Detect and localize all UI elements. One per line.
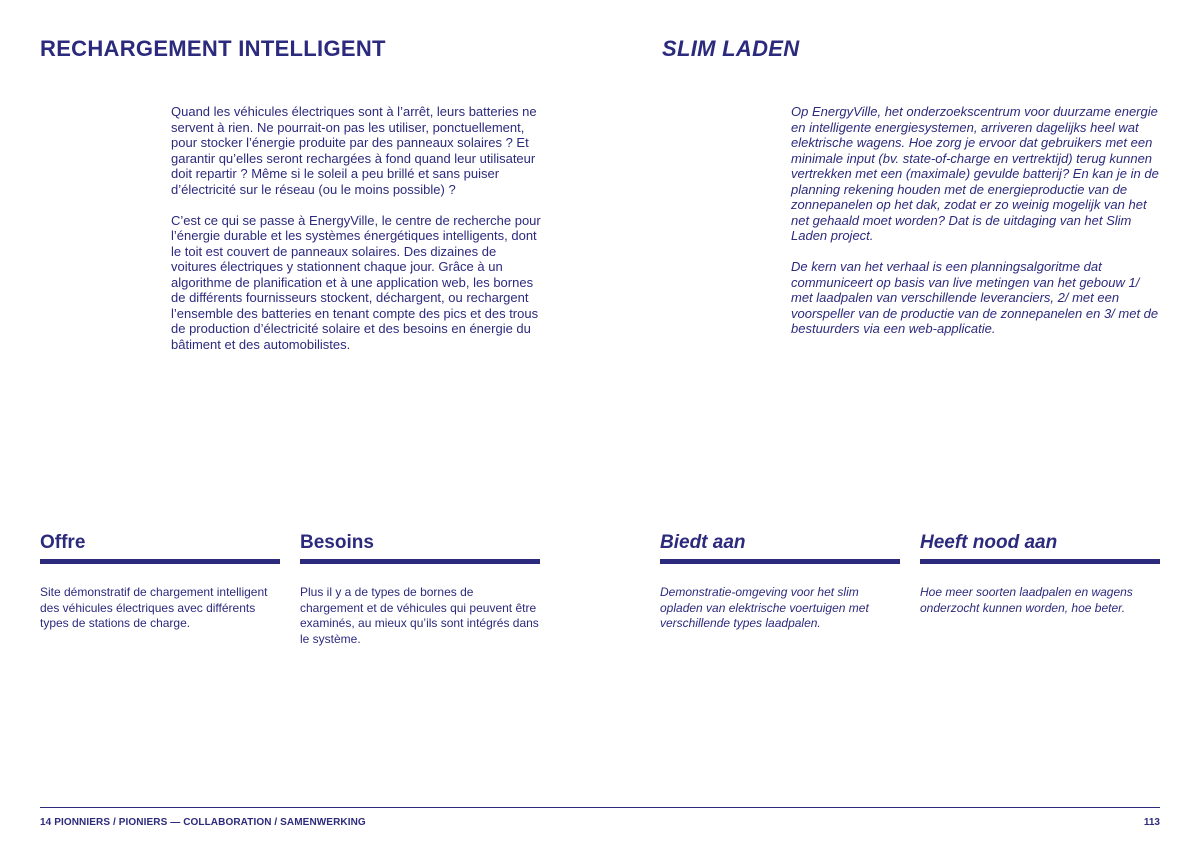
offer-section-nl	[660, 532, 900, 632]
needs-text: Hoe meer soorten laadpalen en wagens onderzocht kunnen worden, hoe beter.	[920, 585, 1133, 615]
footer-running-title: 14 PIONNIERS / PIONIERS — COLLABORATION / SAMENWERKING	[40, 817, 366, 828]
footer-divider	[40, 807, 1160, 808]
needs-heading: Heeft nood aan	[920, 532, 1160, 564]
needs-section-fr	[300, 532, 540, 647]
offer-text: Site démonstratif de chargement intelligent des véhicules électriques avec différents types de stations de charge.	[40, 585, 268, 630]
needs-section-nl	[920, 532, 1160, 616]
page-number: 113	[1143, 817, 1160, 828]
offer-heading: Offre	[40, 532, 280, 564]
intro-paragraph: C’est ce qui se passe à EnergyVille, le centre de recherche pour l’énergie durable et les systèmes énergétiques intelligents, dont le toit est couvert de panneaux solaires. Des dizaines de voitures électriques y stationnent chaque jour. Grâce à un algorithme de planification et à une application web, les bornes de différents fournisseurs stockent, déchargent, ou rechargent l’ensemble des batteries en tenant compte des pics et des trous de production d’électricité solaire et des besoins en énergie du bâtiment et des automobilistes.	[171, 212, 541, 352]
intro-paragraph: Op EnergyVille, het onderzoekscentrum voor duurzame energie en intelligente energiesystemen, arriveren dagelijks heel wat elektrische wagens. Hoe zorg je ervoor dat gebruikers met een minimale input (bv. state-of-charge en vertrektijd) terug kunnen vertrekken met een (maximale) gevulde batterij? En kan je in de planning rekening houden met de energieproductie van de zonnepanelen op het dak, zodat er zo weinig mogelijk van het net gehaald moet worden? Dat is de uitdaging van het Slim Laden project.	[791, 104, 1159, 243]
needs-text: Plus il y a de types de bornes de chargement et de véhicules qui peuvent être examinés, au mieux qu’ils sont intégrés dans le système.	[300, 585, 539, 646]
offer-section-fr	[40, 532, 280, 632]
offer-heading: Biedt aan	[660, 532, 900, 564]
intro-paragraph: De kern van het verhaal is een planningsalgoritme dat communiceert op basis van live metingen van het gebouw 1/ met laadpalen van verschillende leveranciers, 2/ met een voorspeller van de productie van de zonnepanelen en 3/ met de bestuurders via een web-applicatie.	[791, 259, 1159, 336]
intro-paragraph: Quand les véhicules électriques sont à l’arrêt, leurs batteries ne servent à rien. Ne pourrait-on pas les utiliser, ponctuellement, pour stocker l’énergie produite par des panneaux solaires ? Et garantir qu’elles seront rechargées à fond quand leur utilisateur doit repartir ? Même si le soleil a peu brillé et sans puiser d’électricité sur le réseau (ou le moins possible) ?	[171, 104, 537, 197]
offer-text: Demonstratie-omgeving voor het slim opladen van elektrische voertuigen met verschillende types laadpalen.	[660, 585, 869, 630]
page-title-nl: SLIM LADEN	[662, 36, 800, 61]
intro-text-fr	[171, 104, 541, 368]
intro-text-nl	[791, 104, 1163, 352]
page-title-fr: RECHARGEMENT INTELLIGENT	[40, 36, 386, 61]
needs-heading: Besoins	[300, 532, 540, 564]
